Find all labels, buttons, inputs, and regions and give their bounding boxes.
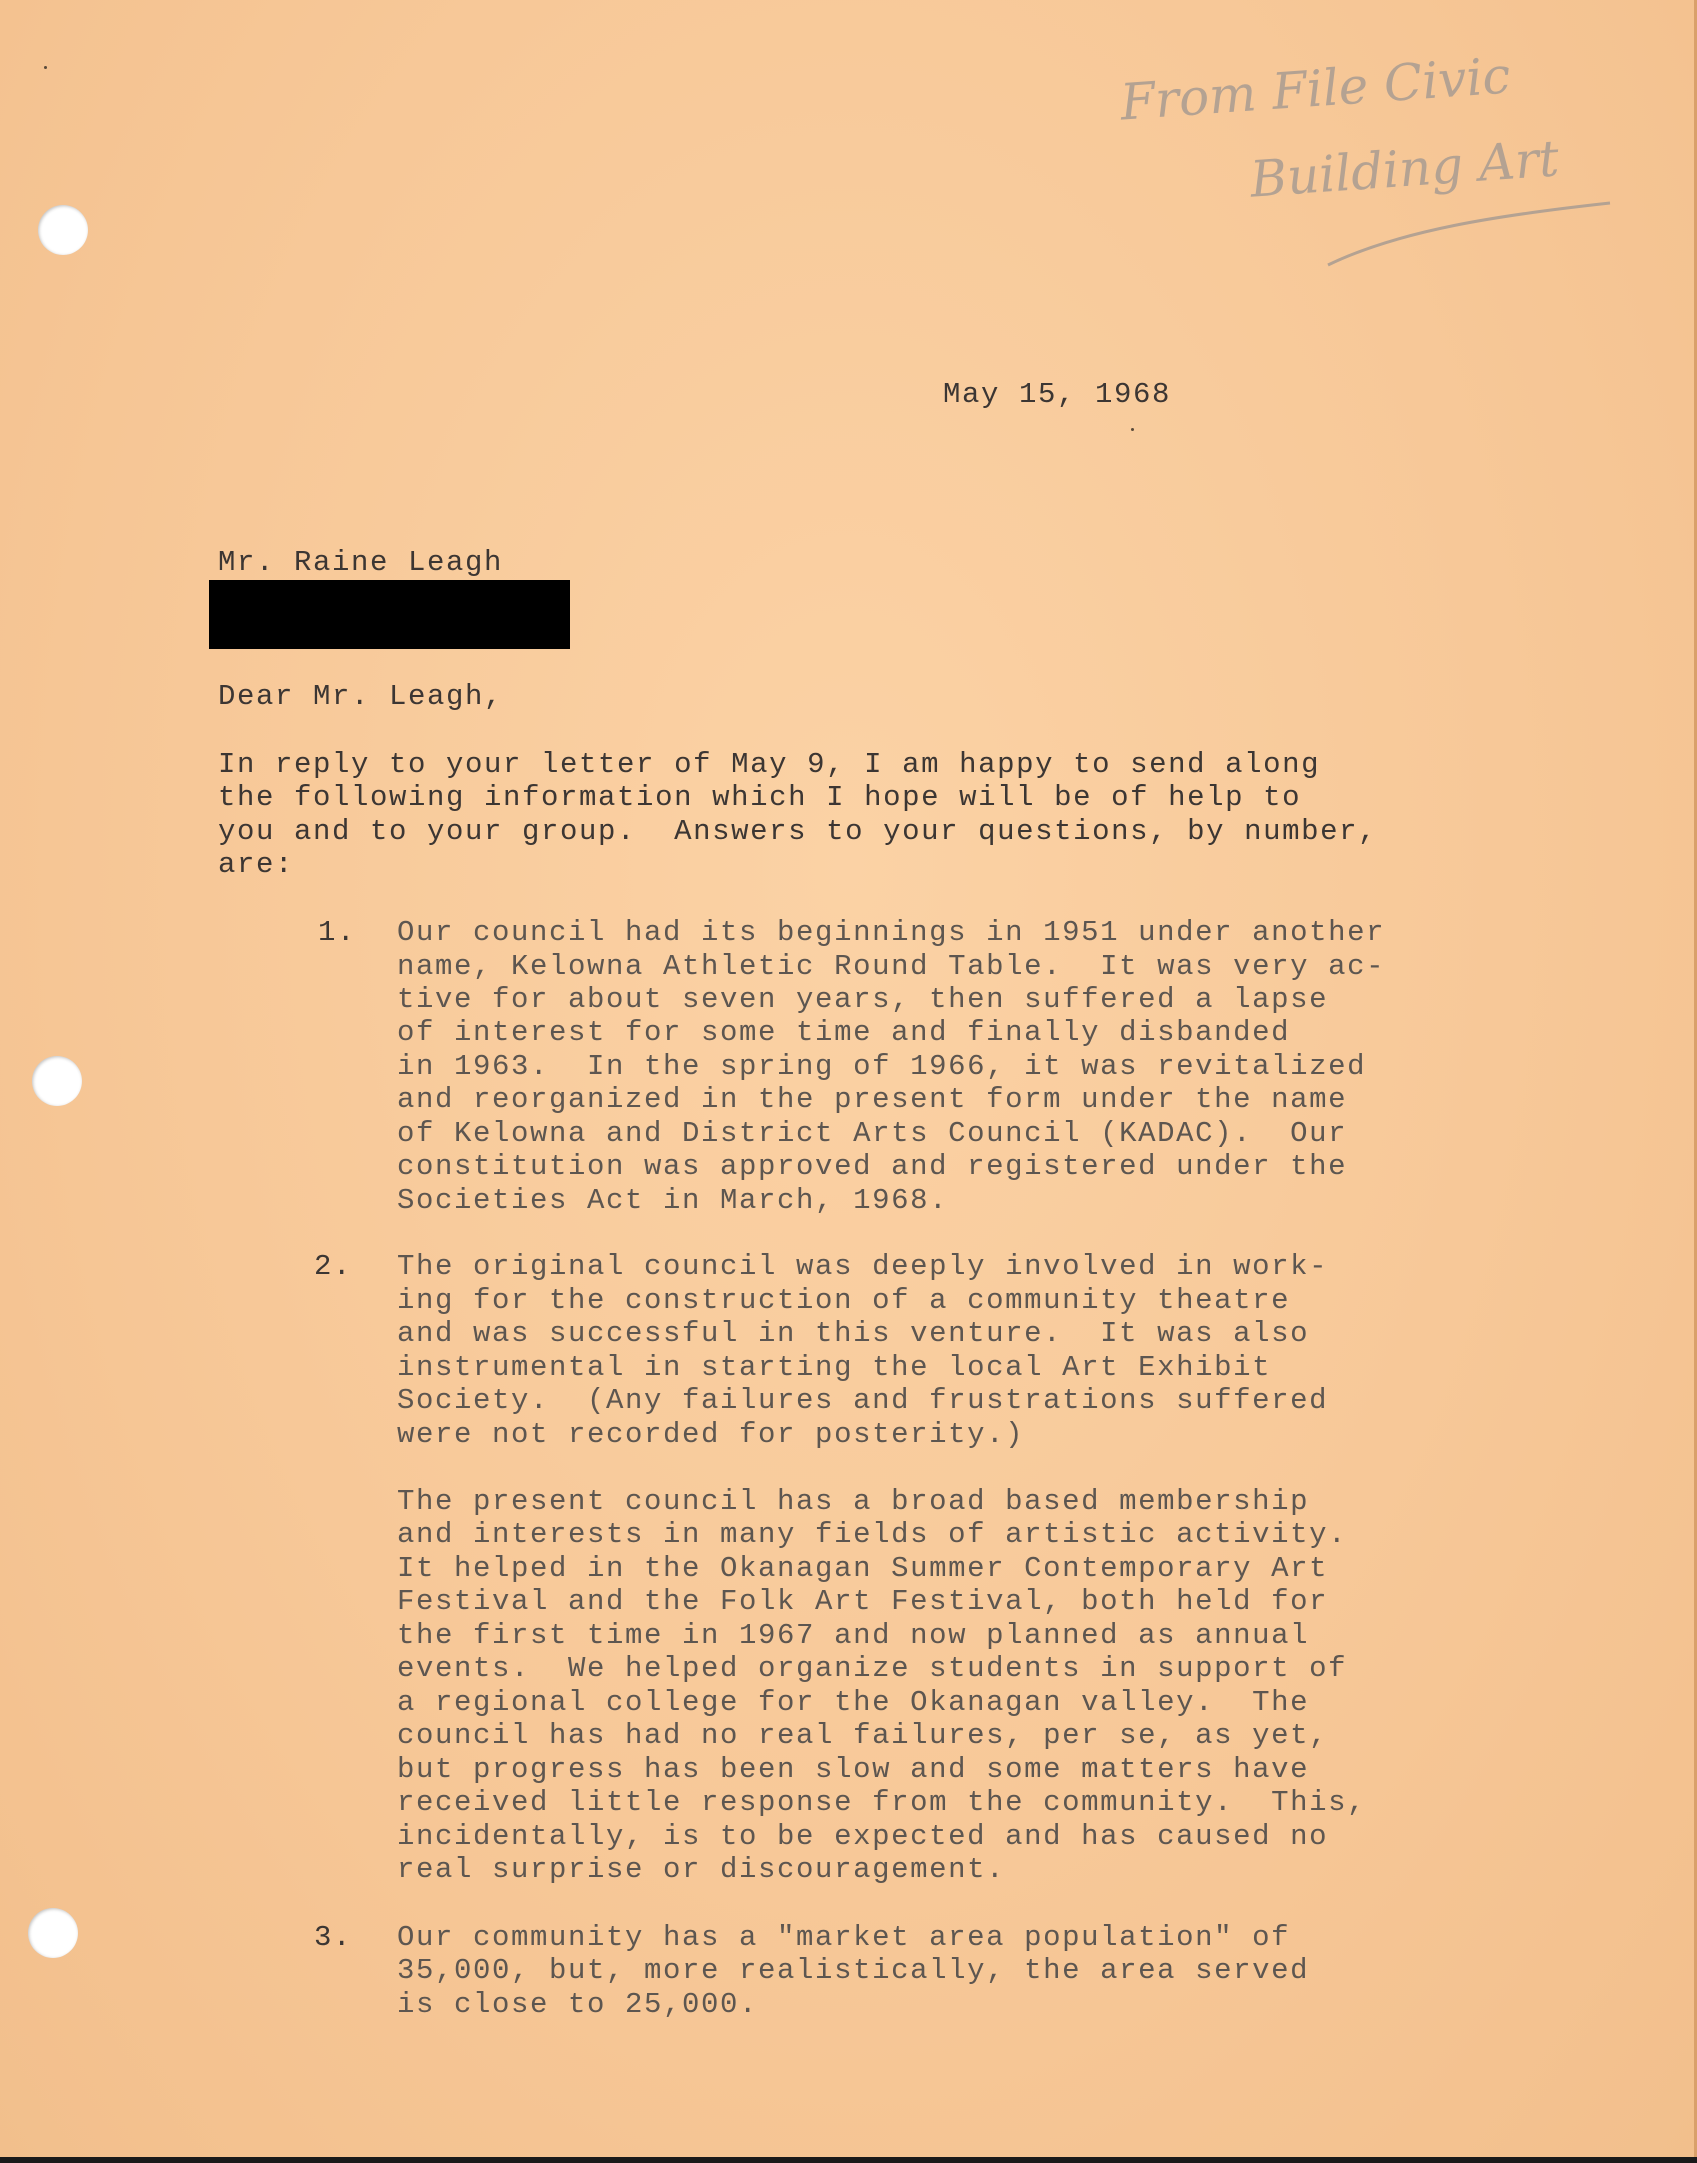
- answer-line: were not recorded for posterity.): [397, 1418, 1025, 1451]
- answer-line: of Kelowna and District Arts Council (KADAC). Our: [397, 1117, 1348, 1150]
- continuation-line: The present council has a broad based membership: [397, 1485, 1310, 1518]
- continuation-line: events. We helped organize students in support of: [397, 1652, 1348, 1685]
- punch-hole-bottom: [28, 1908, 78, 1958]
- answer-line: in 1963. In the spring of 1966, it was revitalized: [397, 1050, 1367, 1083]
- answer-line: of interest for some time and finally disbanded: [397, 1016, 1291, 1049]
- paper-speck: [44, 66, 47, 69]
- answer-number: 1.: [318, 916, 357, 949]
- answer-line: Our community has a "market area population" of: [397, 1921, 1291, 1954]
- continuation-line: and interests in many fields of artistic activity.: [397, 1518, 1348, 1551]
- continuation-line: but progress has been slow and some matters have: [397, 1753, 1310, 1786]
- answer-line: instrumental in starting the local Art Exhibit: [397, 1351, 1272, 1384]
- answer-line: ing for the construction of a community theatre: [397, 1284, 1291, 1317]
- answer-line: Our council had its beginnings in 1951 under another: [397, 916, 1386, 949]
- answer-line: name, Kelowna Athletic Round Table. It was very ac-: [397, 950, 1386, 983]
- answer-line: and reorganized in the present form under the name: [397, 1083, 1348, 1116]
- answer-line: tive for about seven years, then suffered a lapse: [397, 983, 1329, 1016]
- recipient-name: Mr. Raine Leagh: [218, 546, 504, 579]
- continuation-line: received little response from the community. This,: [397, 1786, 1367, 1819]
- salutation: Dear Mr. Leagh,: [218, 680, 504, 713]
- answer-line: Societies Act in March, 1968.: [397, 1184, 949, 1217]
- intro-line: the following information which I hope will be of help to: [218, 781, 1302, 814]
- intro-line: you and to your group. Answers to your questions, by number,: [218, 815, 1378, 848]
- continuation-line: the first time in 1967 and now planned as annual: [397, 1619, 1310, 1652]
- continuation-line: It helped in the Okanagan Summer Contemporary Art: [397, 1552, 1329, 1585]
- letter-date: May 15, 1968: [943, 378, 1172, 411]
- redacted-address-block: [209, 580, 570, 649]
- answer-line: constitution was approved and registered under the: [397, 1150, 1348, 1183]
- handwritten-annotation-line-2: Building Art: [1248, 129, 1561, 209]
- continuation-line: Festival and the Folk Art Festival, both held for: [397, 1585, 1329, 1618]
- answer-line: 35,000, but, more realistically, the area served: [397, 1954, 1310, 1987]
- continuation-line: council has had no real failures, per se, as yet,: [397, 1719, 1329, 1752]
- answer-number: 2.: [314, 1250, 353, 1283]
- paper-speck: [1131, 428, 1134, 431]
- handwritten-annotation-line-1: From File Civic: [1118, 46, 1513, 132]
- answer-line: The original council was deeply involved in work-: [397, 1250, 1329, 1283]
- punch-hole-middle: [32, 1056, 82, 1106]
- continuation-line: a regional college for the Okanagan valley. The: [397, 1686, 1310, 1719]
- continuation-line: real surprise or discouragement.: [397, 1853, 1006, 1886]
- answer-line: and was successful in this venture. It was also: [397, 1317, 1310, 1350]
- intro-line: are:: [218, 848, 295, 881]
- answer-number: 3.: [314, 1921, 353, 1954]
- punch-hole-top: [38, 205, 88, 255]
- page-edge-bottom: [0, 2157, 1697, 2163]
- continuation-line: incidentally, is to be expected and has caused no: [397, 1820, 1329, 1853]
- handwritten-underline: [1320, 185, 1620, 275]
- answer-line: Society. (Any failures and frustrations suffered: [397, 1384, 1329, 1417]
- answer-line: is close to 25,000.: [397, 1988, 759, 2021]
- intro-line: In reply to your letter of May 9, I am happy to send along: [218, 748, 1321, 781]
